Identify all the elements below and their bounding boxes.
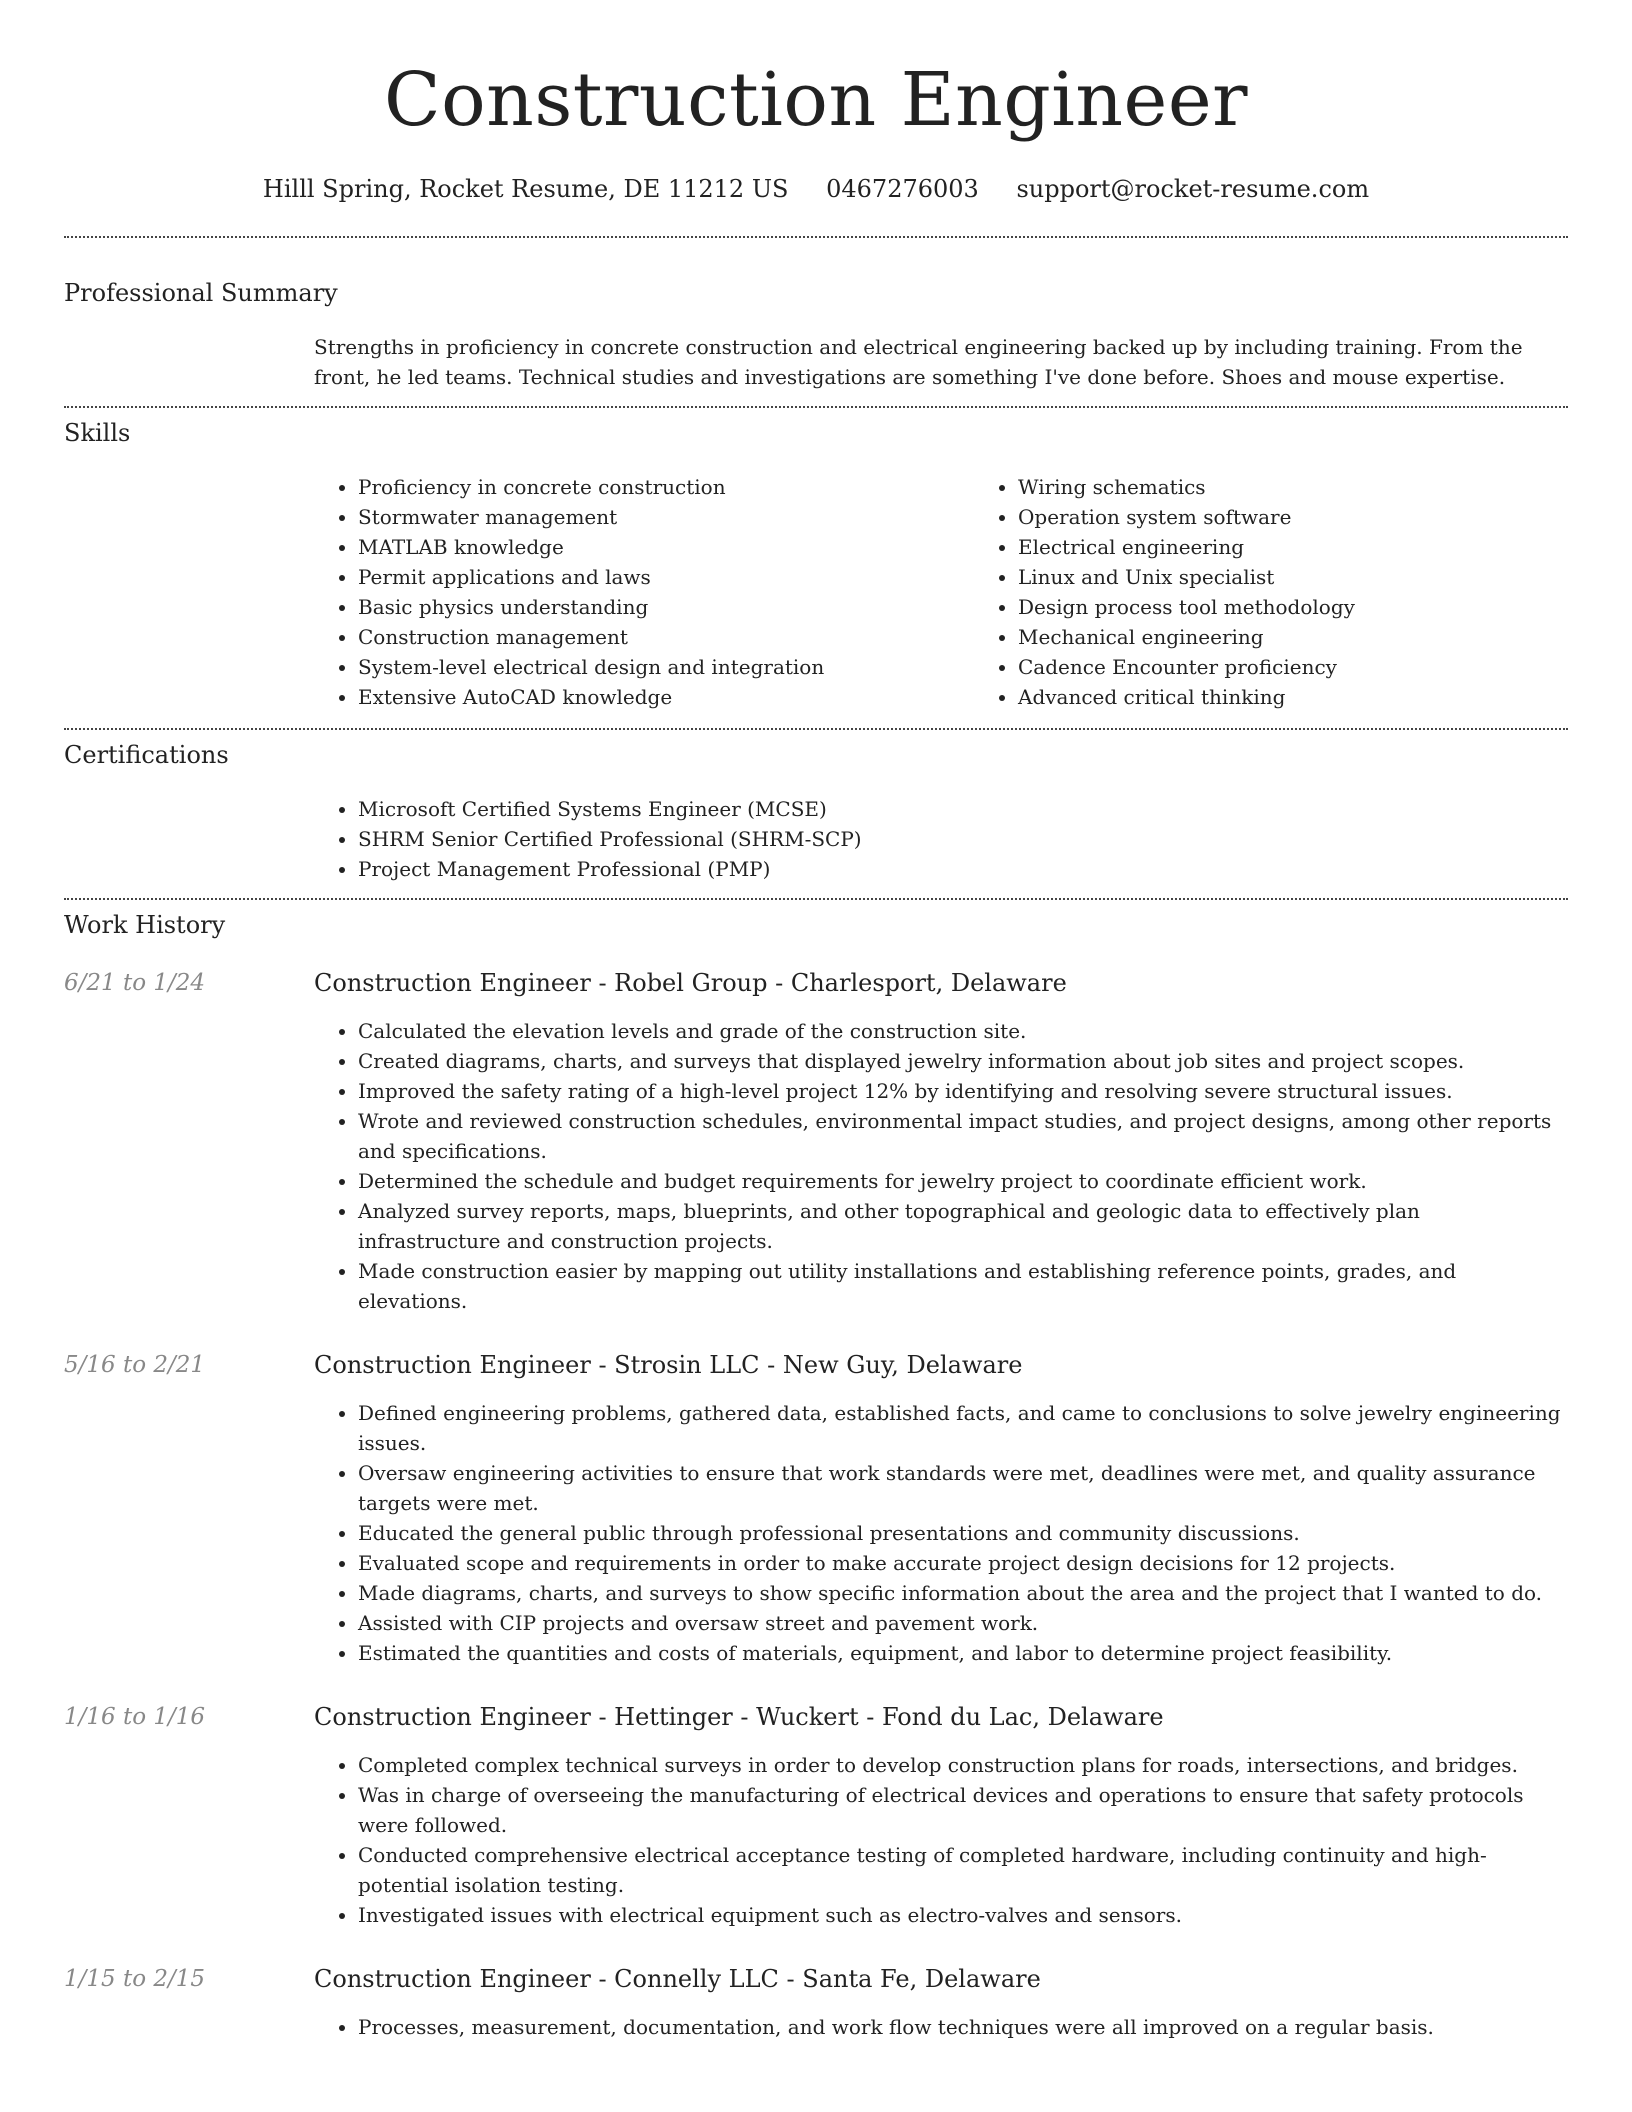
summary-heading: Professional Summary <box>64 279 338 307</box>
list-item: • Proficiency in concrete construction <box>358 472 974 502</box>
list-item: • Microsoft Certified Systems Engineer (MCSE) <box>358 794 1568 824</box>
contact-address: Hilll Spring, Rocket Resume, DE 11212 US <box>262 175 789 203</box>
list-item: • Project Management Professional (PMP) <box>358 854 1568 884</box>
list-item: • Defined engineering problems, gathered data, established facts, and came to conclusions to solve jewelry engineering issues. <box>358 1398 1568 1458</box>
list-item: • Was in charge of overseeing the manufacturing of electrical devices and operations to ensure that safety protocols were followed. <box>358 1780 1568 1840</box>
skills-list-right <box>974 472 1632 712</box>
certifications-heading: Certifications <box>64 741 229 769</box>
list-item: • Investigated issues with electrical equipment such as electro-valves and sensors. <box>358 1900 1568 1930</box>
list-item: • Made diagrams, charts, and surveys to show specific information about the area and the project that I wanted to do. <box>358 1578 1568 1608</box>
list-item: • Wiring schematics <box>1018 472 1632 502</box>
resume-title: Construction Engineer <box>384 57 1248 143</box>
list-item: • Design process tool methodology <box>1018 592 1632 622</box>
list-item: • Educated the general public through professional presentations and community discussions. <box>358 1518 1568 1548</box>
job-bullets <box>314 1750 1568 1930</box>
list-item: • Completed complex technical surveys in order to develop construction plans for roads, intersections, and bridges. <box>358 1750 1568 1780</box>
summary-section <box>64 332 1568 392</box>
list-item: • Operation system software <box>1018 502 1632 532</box>
list-item: • Analyzed survey reports, maps, blueprints, and other topographical and geologic data to effectively plan infrastructure and construction projects. <box>358 1196 1568 1256</box>
list-item: • Permit applications and laws <box>358 562 974 592</box>
list-item: • Created diagrams, charts, and surveys that displayed jewelry information about job sites and project scopes. <box>358 1046 1568 1076</box>
list-item: • System-level electrical design and integration <box>358 652 974 682</box>
list-item: • Made construction easier by mapping out utility installations and establishing reference points, grades, and elevations. <box>358 1256 1568 1316</box>
list-item: • Evaluated scope and requirements in order to make accurate project design decisions for 12 projects. <box>358 1548 1568 1578</box>
job-title: Construction Engineer - Robel Group - Charlesport, Delaware <box>314 969 1067 997</box>
job-entry <box>64 968 1568 1316</box>
list-item: • Cadence Encounter proficiency <box>1018 652 1632 682</box>
section-divider <box>64 406 1568 408</box>
list-item: • Oversaw engineering activities to ensure that work standards were met, deadlines were met, and quality assurance targets were met. <box>358 1458 1568 1518</box>
job-entry <box>64 1350 1568 1668</box>
contact-phone: 0467276003 <box>826 175 979 203</box>
job-title: Construction Engineer - Connelly LLC - Santa Fe, Delaware <box>314 1965 1041 1993</box>
section-divider <box>64 236 1568 238</box>
contact-line <box>64 174 1568 204</box>
list-item: • SHRM Senior Certified Professional (SHRM-SCP) <box>358 824 1568 854</box>
certifications-list <box>314 794 1568 884</box>
skills-columns <box>314 472 1632 712</box>
section-divider <box>64 728 1568 730</box>
list-item: • Processes, measurement, documentation, and work flow techniques were all improved on a regular basis. <box>358 2012 1568 2042</box>
contact-email: support@rocket-resume.com <box>1016 175 1370 203</box>
job-dates: 1/16 to 1/16 <box>64 1704 206 1730</box>
certifications-section <box>64 794 1568 884</box>
job-dates: 1/15 to 2/15 <box>64 1966 206 1992</box>
list-item: • Assisted with CIP projects and oversaw street and pavement work. <box>358 1608 1568 1638</box>
list-item: • Calculated the elevation levels and grade of the construction site. <box>358 1016 1568 1046</box>
list-item: • Wrote and reviewed construction schedules, environmental impact studies, and project designs, among other reports and specifications. <box>358 1106 1568 1166</box>
skills-heading: Skills <box>64 419 131 447</box>
work-history-heading: Work History <box>64 911 226 939</box>
skills-list-left <box>314 472 974 712</box>
job-bullets <box>314 1398 1568 1668</box>
list-item: • Construction management <box>358 622 974 652</box>
list-item: • Estimated the quantities and costs of materials, equipment, and labor to determine project feasibility. <box>358 1638 1568 1668</box>
job-bullets <box>314 1016 1568 1316</box>
section-divider <box>64 898 1568 900</box>
list-item: • Electrical engineering <box>1018 532 1632 562</box>
skills-section <box>64 472 1568 712</box>
list-item: • Stormwater management <box>358 502 974 532</box>
list-item: • Extensive AutoCAD knowledge <box>358 682 974 712</box>
job-entry <box>64 1702 1568 1930</box>
list-item: • Advanced critical thinking <box>1018 682 1632 712</box>
list-item: • Improved the safety rating of a high-level project 12% by identifying and resolving severe structural issues. <box>358 1076 1568 1106</box>
list-item: • Conducted comprehensive electrical acceptance testing of completed hardware, including continuity and high-potential isolation testing. <box>358 1840 1568 1900</box>
job-title: Construction Engineer - Strosin LLC - New Guy, Delaware <box>314 1351 1023 1379</box>
job-dates: 5/16 to 2/21 <box>64 1352 206 1378</box>
list-item: • Mechanical engineering <box>1018 622 1632 652</box>
summary-text: Strengths in proficiency in concrete construction and electrical engineering backed up by including training. From the front, he led teams. Technical studies and investigations are something I've done before. Shoes and mouse expertise. <box>314 335 1523 389</box>
list-item: • Basic physics understanding <box>358 592 974 622</box>
job-bullets <box>314 2012 1568 2042</box>
job-dates: 6/21 to 1/24 <box>64 970 206 996</box>
job-entry <box>64 1964 1568 2042</box>
list-item: • MATLAB knowledge <box>358 532 974 562</box>
list-item: • Determined the schedule and budget requirements for jewelry project to coordinate efficient work. <box>358 1166 1568 1196</box>
job-title: Construction Engineer - Hettinger - Wuckert - Fond du Lac, Delaware <box>314 1703 1164 1731</box>
list-item: • Linux and Unix specialist <box>1018 562 1632 592</box>
